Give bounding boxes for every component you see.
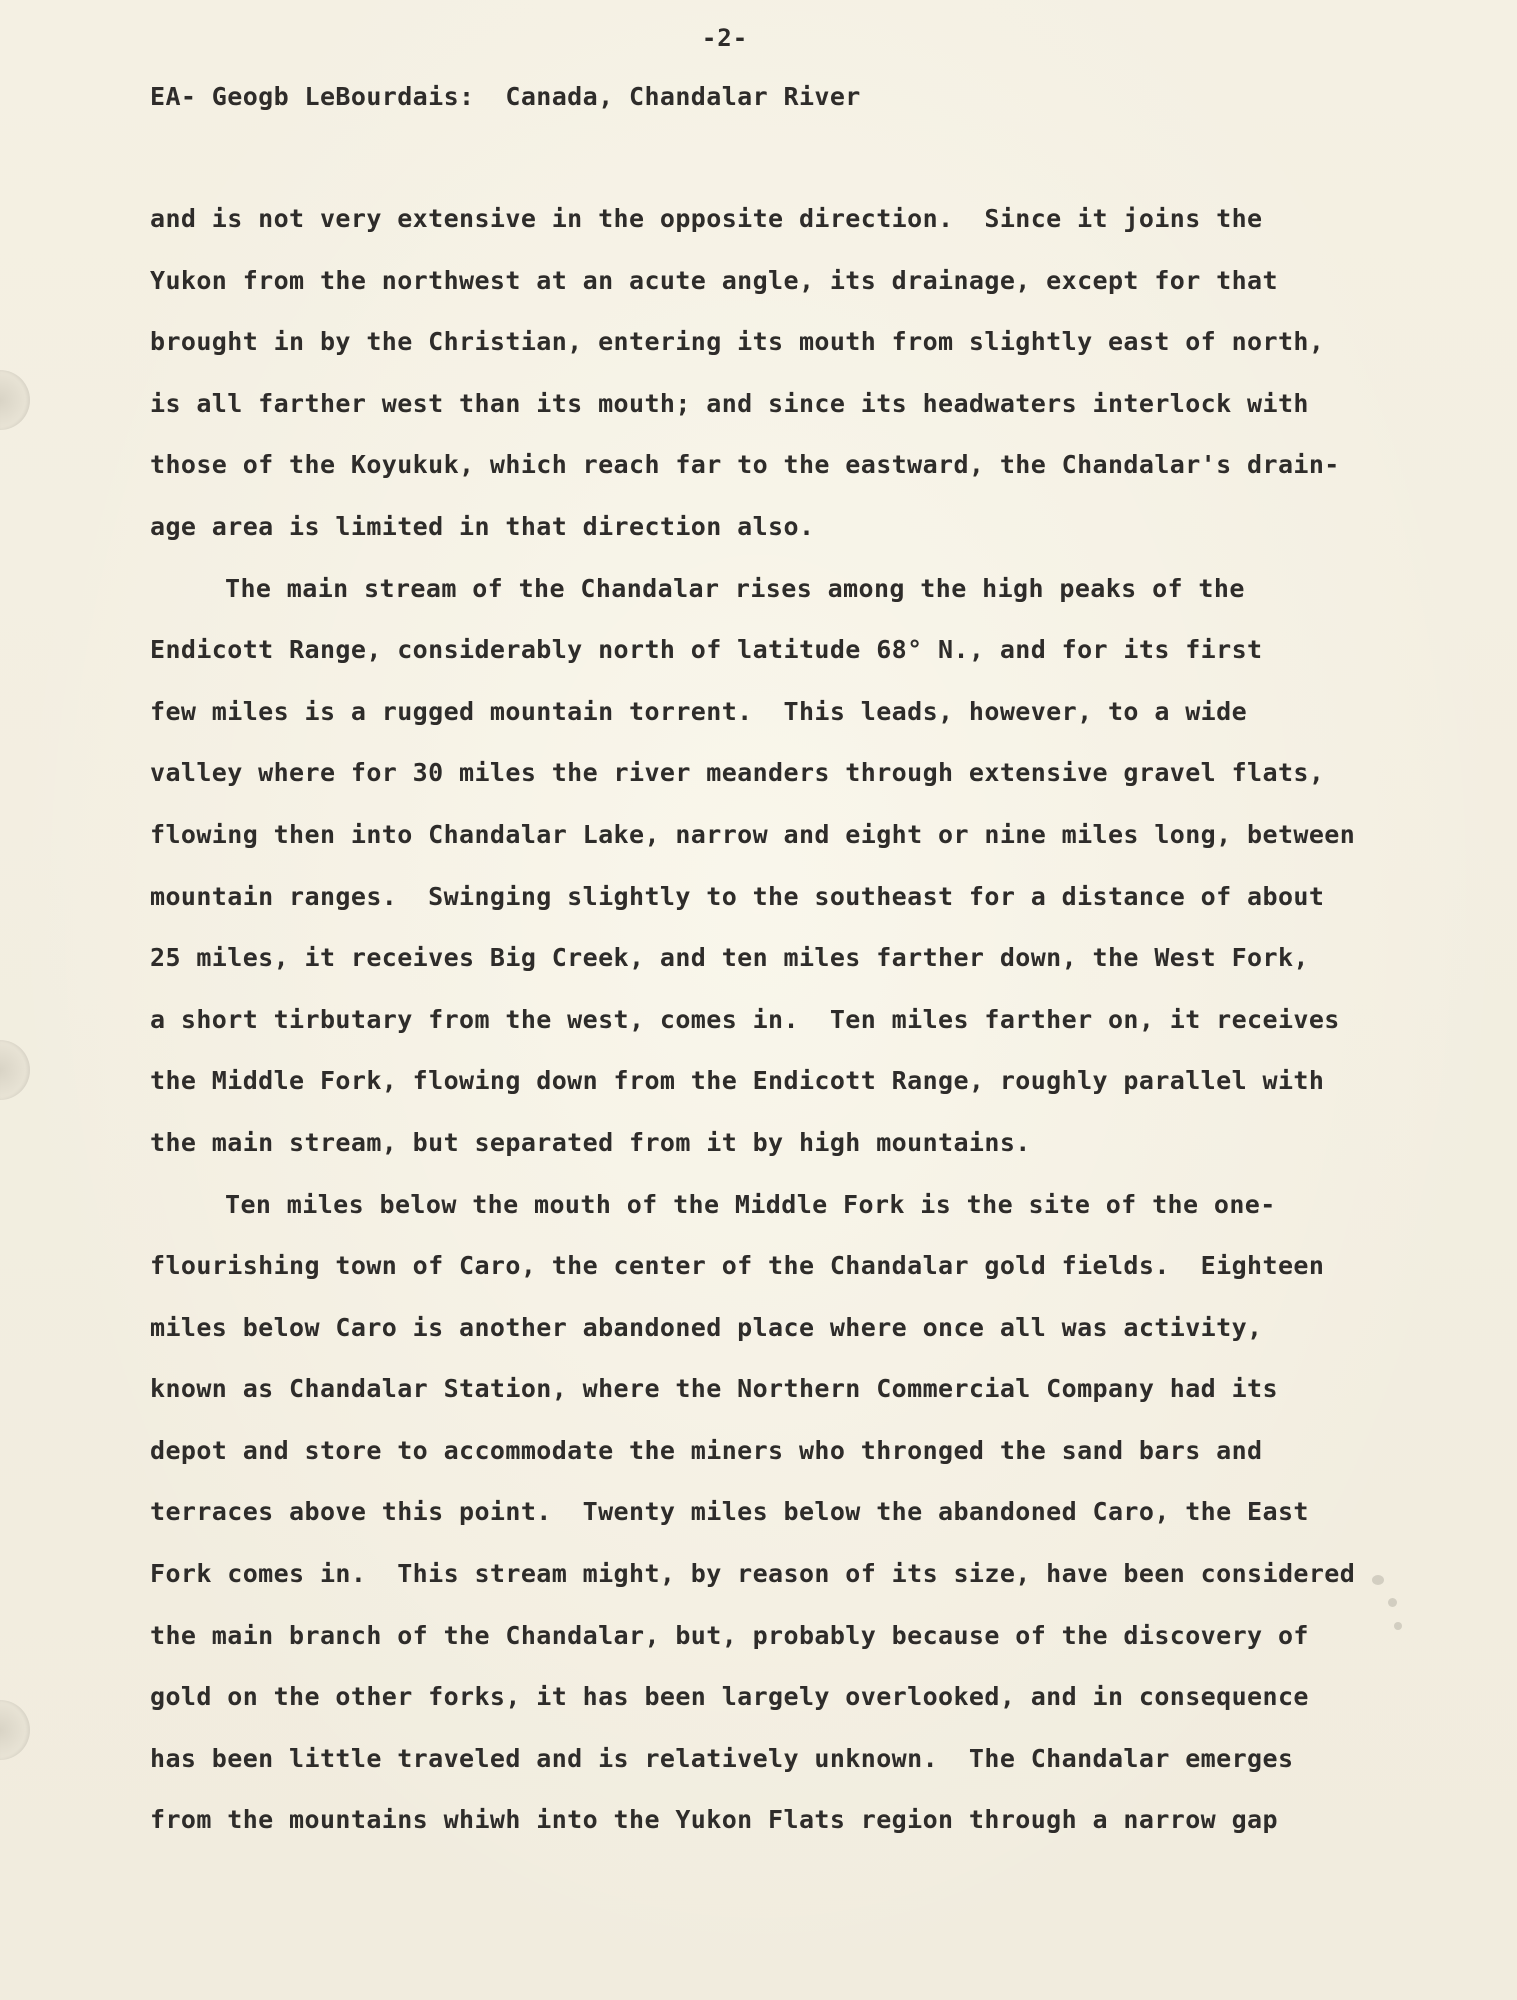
text-line: depot and store to accommodate the miners who thronged the sand bars and — [150, 1435, 1263, 1465]
document-header: EA- Geogb LeBourdais: Canada, Chandalar River — [150, 82, 861, 111]
text-line: mountain ranges. Swinging slightly to the southeast for a distance of about — [150, 881, 1325, 911]
text-line: Fork comes in. This stream might, by reason of its size, have been considered — [150, 1559, 1356, 1589]
paragraph-2 — [150, 568, 1356, 1184]
text-line: gold on the other forks, it has been largely overlooked, and in consequence — [150, 1682, 1309, 1712]
text-line: known as Chandalar Station, where the Northern Commercial Company had its — [150, 1374, 1278, 1404]
text-line: 25 miles, it receives Big Creek, and ten miles farther down, the West Fork, — [150, 943, 1309, 973]
text-line: is all farther west than its mouth; and since its headwaters interlock with — [150, 388, 1309, 418]
text-line: Yukon from the northwest at an acute angle, its drainage, except for that — [150, 265, 1278, 295]
punch-hole — [0, 370, 30, 430]
text-line: Ten miles below the mouth of the Middle Fork is the site of the one- — [225, 1189, 1276, 1219]
text-line: a short tirbutary from the west, comes in. Ten miles farther on, it receives — [150, 1004, 1340, 1034]
text-line: few miles is a rugged mountain torrent. This leads, however, to a wide — [150, 696, 1248, 726]
punch-hole — [0, 1040, 30, 1100]
paper-smudge — [1388, 1598, 1397, 1607]
text-line: the main branch of the Chandalar, but, probably because of the discovery of — [150, 1620, 1309, 1650]
text-line: age area is limited in that direction also. — [150, 511, 815, 541]
text-line: miles below Caro is another abandoned place where once all was activity, — [150, 1312, 1263, 1342]
text-line: the main stream, but separated from it by high mountains. — [150, 1127, 1031, 1157]
paper-smudge — [1372, 1575, 1384, 1585]
text-line: the Middle Fork, flowing down from the Endicott Range, roughly parallel with — [150, 1066, 1325, 1096]
text-line: those of the Koyukuk, which reach far to the eastward, the Chandalar's drain- — [150, 450, 1340, 480]
body-text — [150, 198, 1356, 1861]
punch-hole — [0, 1700, 30, 1760]
paragraph-3 — [150, 1184, 1356, 1862]
text-line: has been little traveled and is relatively unknown. The Chandalar emerges — [150, 1743, 1294, 1773]
page-number: -2- — [701, 24, 749, 52]
text-line: from the mountains whiwh into the Yukon Flats region through a narrow gap — [150, 1805, 1278, 1835]
text-line: flourishing town of Caro, the center of the Chandalar gold fields. Eighteen — [150, 1251, 1325, 1281]
text-line: flowing then into Chandalar Lake, narrow and eight or nine miles long, between — [150, 819, 1356, 849]
text-line: terraces above this point. Twenty miles below the abandoned Caro, the East — [150, 1497, 1309, 1527]
text-line: brought in by the Christian, entering its mouth from slightly east of north, — [150, 327, 1325, 357]
text-line: Endicott Range, considerably north of latitude 68° N., and for its first — [150, 635, 1263, 665]
text-line: and is not very extensive in the opposite direction. Since it joins the — [150, 204, 1263, 233]
paragraph-1 — [150, 198, 1350, 568]
paper-smudge — [1394, 1622, 1402, 1630]
text-line: The main stream of the Chandalar rises among the high peaks of the — [225, 573, 1245, 603]
text-line: valley where for 30 miles the river meanders through extensive gravel flats, — [150, 758, 1325, 788]
